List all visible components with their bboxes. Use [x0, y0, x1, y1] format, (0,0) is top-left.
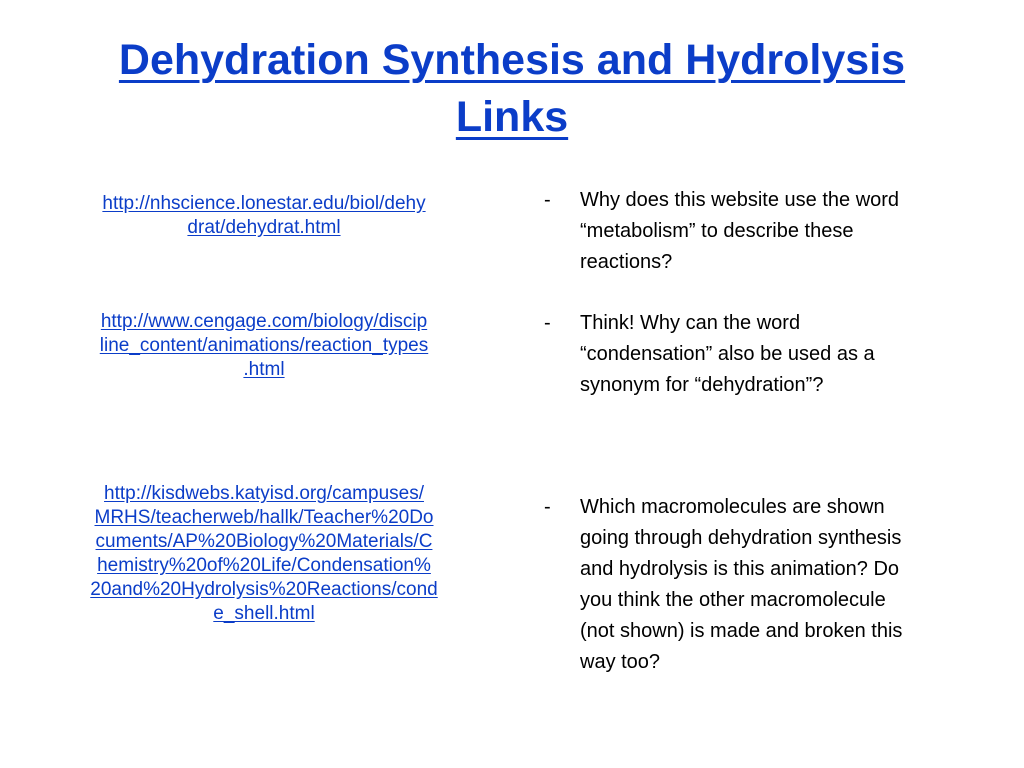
question-line: Which macromolecules are shown [580, 496, 885, 518]
question-line: going through dehydration synthesis [580, 527, 902, 549]
link-text-segment: hemistry%20of%20Life/Condensation% [97, 555, 431, 576]
question-line: and hydrolysis is this animation? Do [580, 558, 900, 580]
question-line: reactions? [580, 251, 673, 273]
title-line-2: Links [455, 93, 569, 141]
question-line: you think the other macromolecule [580, 589, 886, 611]
link-text-segment: e_shell.html [213, 603, 315, 624]
link-text-segment: MRHS/teacherweb/hallk/Teacher%20Do [94, 507, 434, 528]
question-line: “metabolism” to describe these [580, 220, 854, 242]
link-text-segment: http://nhscience.lonestar.edu/biol/dehy [102, 193, 426, 214]
bullet-dash: - [544, 312, 551, 334]
question-line: “condensation” also be used as a [580, 343, 875, 365]
question-condensation [544, 308, 984, 401]
bullet-dash: - [544, 496, 551, 518]
question-line: Why does this website use the word [580, 189, 900, 211]
link-text-segment: drat/dehydrat.html [187, 217, 341, 238]
slide-title-link[interactable] [40, 32, 984, 146]
bullet-dash: - [544, 189, 551, 211]
question-metabolism [544, 185, 984, 278]
link-text-segment: cuments/AP%20Biology%20Materials/C [95, 531, 433, 552]
link-text-segment: 20and%20Hydrolysis%20Reactions/cond [90, 579, 438, 600]
link-text-segment: .html [243, 359, 285, 380]
link-text-segment: line_content/animations/reaction_types [99, 335, 429, 356]
title-line-1: Dehydration Synthesis and Hydrolysis [118, 36, 906, 84]
link-text-segment: http://kisdwebs.katyisd.org/campuses/ [104, 483, 424, 504]
link-text-segment: http://www.cengage.com/biology/discip [100, 311, 428, 332]
link-nhscience-lonestar[interactable] [54, 192, 474, 240]
question-line: (not shown) is made and broken this [580, 620, 903, 642]
question-line: synonym for “dehydration”? [580, 374, 824, 396]
link-cengage-animations[interactable] [54, 310, 474, 382]
question-line: Think! Why can the word [580, 312, 801, 334]
question-line: way too? [580, 651, 661, 673]
question-macromolecules [544, 492, 984, 678]
link-kisdwebs-katyisd[interactable] [54, 482, 474, 626]
